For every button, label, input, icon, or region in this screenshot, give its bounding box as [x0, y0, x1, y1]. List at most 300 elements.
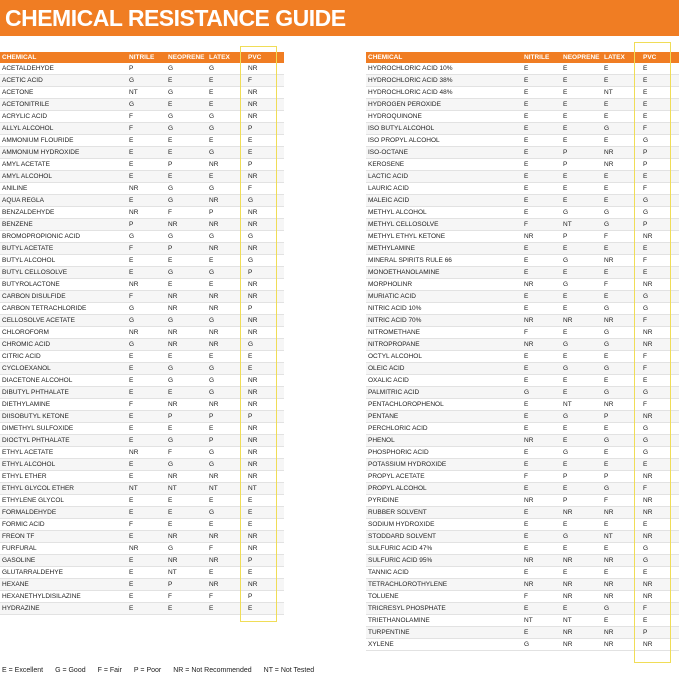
pvc-rating: E: [246, 351, 284, 363]
chemical-name: PROPYL ACETATE: [366, 471, 522, 483]
pvc-rating: NR: [246, 531, 284, 543]
table-row: [366, 303, 679, 315]
chemical-name: CARBON DISULFIDE: [0, 291, 127, 303]
nitrile-rating: G: [127, 231, 166, 243]
table-row: [366, 363, 679, 375]
latex-rating: E: [602, 75, 641, 87]
latex-rating: G: [602, 363, 641, 375]
latex-rating: NR: [602, 255, 641, 267]
pvc-rating: NR: [246, 291, 284, 303]
chemical-name: AMMONIUM FLOURIDE: [0, 135, 127, 147]
table-row: [366, 87, 679, 99]
nitrile-rating: F: [522, 219, 561, 231]
latex-rating: E: [207, 171, 246, 183]
nitrile-rating: G: [127, 99, 166, 111]
title-bar: [0, 0, 679, 36]
pvc-rating: E: [641, 267, 679, 279]
neoprene-rating: G: [166, 375, 207, 387]
latex-rating: G: [207, 123, 246, 135]
latex-rating: F: [602, 231, 641, 243]
neoprene-rating: E: [166, 603, 207, 615]
chemical-name: METHYL ALCOHOL: [366, 207, 522, 219]
neoprene-rating: E: [561, 87, 602, 99]
latex-rating: F: [207, 543, 246, 555]
latex-rating: NR: [207, 291, 246, 303]
pvc-rating: NR: [641, 495, 679, 507]
neoprene-rating: NR: [561, 579, 602, 591]
neoprene-rating: NT: [166, 483, 207, 495]
neoprene-rating: E: [561, 543, 602, 555]
rating-legend: [2, 667, 326, 674]
latex-rating: E: [207, 87, 246, 99]
nitrile-rating: G: [522, 387, 561, 399]
pvc-rating: G: [641, 423, 679, 435]
neoprene-rating: E: [561, 75, 602, 87]
right-table-body: [366, 63, 679, 651]
chemical-name: ETHYLENE GLYCOL: [0, 495, 127, 507]
latex-rating: G: [207, 363, 246, 375]
latex-rating: E: [602, 267, 641, 279]
nitrile-rating: E: [127, 591, 166, 603]
chemical-name: MALEIC ACID: [366, 195, 522, 207]
latex-rating: NR: [207, 327, 246, 339]
latex-rating: G: [207, 447, 246, 459]
chemical-name: FURFURAL: [0, 543, 127, 555]
chemical-name: HYDRAZINE: [0, 603, 127, 615]
pvc-rating: NR: [641, 591, 679, 603]
latex-rating: E: [602, 567, 641, 579]
pvc-column-highlight-right: [634, 42, 671, 663]
latex-rating: NR: [207, 399, 246, 411]
col-header-nitrile: NITRILE: [522, 52, 561, 63]
neoprene-rating: NR: [166, 531, 207, 543]
neoprene-rating: NR: [561, 507, 602, 519]
latex-rating: G: [207, 387, 246, 399]
nitrile-rating: E: [522, 507, 561, 519]
chemical-name: XYLENE: [366, 639, 522, 651]
chemical-name: PERCHLORIC ACID: [366, 423, 522, 435]
neoprene-rating: P: [166, 579, 207, 591]
pvc-rating: NR: [641, 531, 679, 543]
pvc-rating: P: [641, 147, 679, 159]
neoprene-rating: P: [166, 159, 207, 171]
chemical-name: OXALIC ACID: [366, 375, 522, 387]
nitrile-rating: E: [127, 423, 166, 435]
chemical-name: TETRACHLOROTHYLENE: [366, 579, 522, 591]
pvc-rating: G: [641, 435, 679, 447]
pvc-column-highlight-left: [240, 46, 277, 622]
latex-rating: E: [207, 519, 246, 531]
nitrile-rating: E: [127, 387, 166, 399]
nitrile-rating: E: [522, 363, 561, 375]
pvc-rating: F: [641, 399, 679, 411]
latex-rating: G: [207, 147, 246, 159]
nitrile-rating: E: [522, 63, 561, 75]
table-row: [366, 63, 679, 75]
neoprene-rating: F: [166, 591, 207, 603]
table-row: [366, 411, 679, 423]
neoprene-rating: NT: [561, 615, 602, 627]
latex-rating: NR: [602, 591, 641, 603]
table-row: [366, 315, 679, 327]
nitrile-rating: NT: [127, 87, 166, 99]
chemical-name: LAURIC ACID: [366, 183, 522, 195]
pvc-rating: F: [641, 483, 679, 495]
latex-rating: G: [207, 63, 246, 75]
latex-rating: P: [207, 207, 246, 219]
latex-rating: NR: [602, 639, 641, 651]
pvc-rating: G: [246, 339, 284, 351]
table-row: [366, 267, 679, 279]
latex-rating: E: [207, 99, 246, 111]
pvc-rating: NR: [246, 543, 284, 555]
latex-rating: E: [602, 447, 641, 459]
chemical-name: ISO-OCTANE: [366, 147, 522, 159]
latex-rating: E: [602, 459, 641, 471]
chemical-name: ACETONITRILE: [0, 99, 127, 111]
neoprene-rating: E: [561, 423, 602, 435]
pvc-rating: E: [641, 75, 679, 87]
latex-rating: G: [207, 459, 246, 471]
neoprene-rating: E: [561, 603, 602, 615]
pvc-rating: G: [641, 387, 679, 399]
neoprene-rating: NR: [166, 303, 207, 315]
chemical-name: ISO PROPYL ALCOHOL: [366, 135, 522, 147]
chemical-name: ACETALDEHYDE: [0, 63, 127, 75]
neoprene-rating: E: [561, 111, 602, 123]
chemical-name: PYRIDINE: [366, 495, 522, 507]
chemical-name: PHOSPHORIC ACID: [366, 447, 522, 459]
chemical-name: ISO BUTYL ALCOHOL: [366, 123, 522, 135]
neoprene-rating: E: [561, 291, 602, 303]
table-row: [366, 423, 679, 435]
pvc-rating: F: [246, 183, 284, 195]
neoprene-rating: E: [561, 303, 602, 315]
table-row: [366, 579, 679, 591]
chemical-name: BUTYL CELLOSOLVE: [0, 267, 127, 279]
nitrile-rating: NR: [522, 231, 561, 243]
nitrile-rating: NT: [127, 483, 166, 495]
nitrile-rating: P: [127, 63, 166, 75]
table-row: [366, 99, 679, 111]
pvc-rating: E: [641, 519, 679, 531]
nitrile-rating: F: [127, 123, 166, 135]
nitrile-rating: E: [522, 411, 561, 423]
pvc-rating: E: [246, 519, 284, 531]
latex-rating: G: [207, 315, 246, 327]
table-row: [366, 507, 679, 519]
pvc-rating: NR: [246, 375, 284, 387]
latex-rating: G: [207, 231, 246, 243]
neoprene-rating: NT: [166, 567, 207, 579]
latex-rating: E: [602, 615, 641, 627]
pvc-rating: NR: [246, 459, 284, 471]
latex-rating: E: [602, 519, 641, 531]
pvc-rating: G: [641, 207, 679, 219]
nitrile-rating: NR: [522, 579, 561, 591]
latex-rating: NT: [207, 483, 246, 495]
nitrile-rating: NR: [522, 555, 561, 567]
pvc-rating: G: [641, 195, 679, 207]
latex-rating: P: [602, 471, 641, 483]
table-row: [366, 447, 679, 459]
latex-rating: E: [207, 255, 246, 267]
latex-rating: E: [207, 603, 246, 615]
latex-rating: NR: [602, 507, 641, 519]
nitrile-rating: E: [522, 351, 561, 363]
neoprene-rating: NR: [166, 399, 207, 411]
pvc-rating: P: [246, 411, 284, 423]
latex-rating: G: [602, 483, 641, 495]
pvc-rating: E: [641, 459, 679, 471]
pvc-rating: F: [246, 75, 284, 87]
table-row: [366, 243, 679, 255]
neoprene-rating: G: [166, 267, 207, 279]
latex-rating: NR: [207, 303, 246, 315]
table-row: [366, 159, 679, 171]
latex-rating: NR: [602, 159, 641, 171]
latex-rating: NR: [602, 579, 641, 591]
pvc-rating: F: [641, 363, 679, 375]
neoprene-rating: E: [166, 255, 207, 267]
neoprene-rating: E: [166, 423, 207, 435]
nitrile-rating: NR: [127, 447, 166, 459]
nitrile-rating: E: [127, 471, 166, 483]
neoprene-rating: NR: [561, 315, 602, 327]
nitrile-rating: P: [127, 219, 166, 231]
chemical-name: HYDROCHLORIC ACID 10%: [366, 63, 522, 75]
neoprene-rating: E: [561, 435, 602, 447]
table-row: [366, 279, 679, 291]
neoprene-rating: E: [561, 567, 602, 579]
nitrile-rating: E: [127, 603, 166, 615]
latex-rating: NR: [207, 159, 246, 171]
latex-rating: G: [602, 339, 641, 351]
chemical-name: HEXANETHYLDISILAZINE: [0, 591, 127, 603]
nitrile-rating: E: [522, 195, 561, 207]
page-title: CHEMICAL RESISTANCE GUIDE: [5, 5, 346, 31]
table-row: [366, 543, 679, 555]
col-header-neoprene: NEOPRENE: [561, 52, 602, 63]
col-header-latex: LATEX: [207, 52, 246, 63]
nitrile-rating: E: [522, 483, 561, 495]
nitrile-rating: E: [127, 459, 166, 471]
latex-rating: NR: [207, 219, 246, 231]
chemical-name: PROPYL ALCOHOL: [366, 483, 522, 495]
pvc-rating: NR: [641, 339, 679, 351]
nitrile-rating: E: [522, 423, 561, 435]
neoprene-rating: G: [561, 447, 602, 459]
latex-rating: E: [207, 135, 246, 147]
table-row: [366, 531, 679, 543]
pvc-rating: NR: [641, 639, 679, 651]
pvc-rating: E: [246, 363, 284, 375]
chemical-name: POTASSIUM HYDROXIDE: [366, 459, 522, 471]
nitrile-rating: E: [127, 375, 166, 387]
neoprene-rating: E: [561, 459, 602, 471]
chemical-name: DIBUTYL PHTHALATE: [0, 387, 127, 399]
chemical-name: ACETIC ACID: [0, 75, 127, 87]
nitrile-rating: NR: [522, 495, 561, 507]
pvc-rating: NR: [641, 411, 679, 423]
chemical-name: NITROMETHANE: [366, 327, 522, 339]
chemical-name: PENTANE: [366, 411, 522, 423]
pvc-rating: E: [641, 111, 679, 123]
latex-rating: E: [602, 183, 641, 195]
neoprene-rating: NR: [561, 555, 602, 567]
pvc-rating: E: [246, 147, 284, 159]
pvc-rating: NR: [641, 471, 679, 483]
latex-rating: F: [207, 591, 246, 603]
neoprene-rating: G: [561, 339, 602, 351]
chemical-name: HYDROGEN PEROXIDE: [366, 99, 522, 111]
pvc-rating: G: [641, 303, 679, 315]
nitrile-rating: E: [522, 123, 561, 135]
neoprene-rating: NR: [561, 639, 602, 651]
neoprene-rating: G: [166, 183, 207, 195]
pvc-rating: E: [641, 243, 679, 255]
latex-rating: G: [207, 183, 246, 195]
neoprene-rating: F: [166, 207, 207, 219]
pvc-rating: G: [641, 291, 679, 303]
neoprene-rating: G: [166, 543, 207, 555]
pvc-rating: G: [641, 543, 679, 555]
table-row: [366, 327, 679, 339]
pvc-rating: NR: [246, 243, 284, 255]
nitrile-rating: F: [127, 291, 166, 303]
nitrile-rating: F: [522, 327, 561, 339]
neoprene-rating: E: [166, 351, 207, 363]
latex-rating: E: [602, 135, 641, 147]
pvc-rating: P: [246, 267, 284, 279]
latex-rating: NR: [602, 627, 641, 639]
table-row: [366, 471, 679, 483]
chemical-name: SULFURIC ACID 95%: [366, 555, 522, 567]
nitrile-rating: E: [127, 567, 166, 579]
pvc-rating: NR: [246, 63, 284, 75]
latex-rating: NT: [602, 531, 641, 543]
chemical-name: TANNIC ACID: [366, 567, 522, 579]
nitrile-rating: G: [127, 75, 166, 87]
latex-rating: NR: [207, 339, 246, 351]
table-row: [366, 219, 679, 231]
table-row: [366, 399, 679, 411]
pvc-rating: G: [641, 447, 679, 459]
chemical-name: NITROPROPANE: [366, 339, 522, 351]
pvc-rating: F: [641, 351, 679, 363]
col-header-chemical: CHEMICAL: [0, 52, 127, 63]
nitrile-rating: G: [127, 315, 166, 327]
chemical-name: KEROSENE: [366, 159, 522, 171]
chemical-name: CHLOROFORM: [0, 327, 127, 339]
latex-rating: G: [602, 327, 641, 339]
pvc-rating: P: [246, 303, 284, 315]
table-row: [366, 123, 679, 135]
chemical-name: PENTACHLOROPHENOL: [366, 399, 522, 411]
chemical-name: GASOLINE: [0, 555, 127, 567]
neoprene-rating: G: [166, 123, 207, 135]
nitrile-rating: E: [522, 147, 561, 159]
neoprene-rating: G: [561, 531, 602, 543]
neoprene-rating: E: [561, 243, 602, 255]
latex-rating: E: [207, 567, 246, 579]
pvc-rating: NR: [246, 87, 284, 99]
pvc-rating: E: [246, 135, 284, 147]
latex-rating: E: [207, 495, 246, 507]
table-row: [366, 435, 679, 447]
latex-rating: NR: [207, 243, 246, 255]
neoprene-rating: E: [561, 171, 602, 183]
neoprene-rating: NR: [166, 219, 207, 231]
pvc-rating: G: [246, 195, 284, 207]
pvc-rating: NR: [246, 171, 284, 183]
table-header-row: [366, 52, 679, 63]
latex-rating: NR: [602, 555, 641, 567]
latex-rating: G: [602, 387, 641, 399]
pvc-rating: P: [246, 123, 284, 135]
col-header-chemical: CHEMICAL: [366, 52, 522, 63]
nitrile-rating: F: [127, 243, 166, 255]
table-row: [366, 375, 679, 387]
neoprene-rating: G: [561, 279, 602, 291]
latex-rating: NR: [207, 195, 246, 207]
nitrile-rating: E: [522, 603, 561, 615]
latex-rating: E: [602, 99, 641, 111]
latex-rating: NR: [207, 471, 246, 483]
pvc-rating: P: [246, 591, 284, 603]
pvc-rating: E: [246, 507, 284, 519]
nitrile-rating: NR: [522, 315, 561, 327]
nitrile-rating: E: [127, 267, 166, 279]
nitrile-rating: E: [522, 519, 561, 531]
chemical-name: HEXANE: [0, 579, 127, 591]
latex-rating: E: [602, 423, 641, 435]
latex-rating: G: [602, 603, 641, 615]
latex-rating: G: [207, 111, 246, 123]
neoprene-rating: P: [561, 471, 602, 483]
neoprene-rating: G: [166, 63, 207, 75]
pvc-rating: NR: [246, 423, 284, 435]
pvc-rating: E: [641, 567, 679, 579]
pvc-rating: NR: [246, 207, 284, 219]
neoprene-rating: G: [166, 459, 207, 471]
nitrile-rating: NR: [522, 339, 561, 351]
chemical-name: ACETONE: [0, 87, 127, 99]
nitrile-rating: E: [127, 255, 166, 267]
nitrile-rating: E: [127, 351, 166, 363]
neoprene-rating: E: [166, 519, 207, 531]
chemical-name: OCTYL ALCOHOL: [366, 351, 522, 363]
latex-rating: E: [602, 543, 641, 555]
chemical-name: MORPHOLINR: [366, 279, 522, 291]
nitrile-rating: E: [522, 375, 561, 387]
pvc-rating: NR: [641, 327, 679, 339]
table-row: [366, 591, 679, 603]
nitrile-rating: E: [127, 507, 166, 519]
nitrile-rating: F: [522, 471, 561, 483]
latex-rating: NR: [602, 147, 641, 159]
nitrile-rating: E: [127, 531, 166, 543]
legend-item: P = Poor: [133, 667, 162, 674]
neoprene-rating: E: [561, 267, 602, 279]
chemical-name: CITRIC ACID: [0, 351, 127, 363]
neoprene-rating: P: [561, 147, 602, 159]
nitrile-rating: E: [522, 87, 561, 99]
nitrile-rating: E: [127, 171, 166, 183]
nitrile-rating: E: [127, 435, 166, 447]
pvc-rating: NR: [246, 579, 284, 591]
chemical-name: ETHYL GLYCOL ETHER: [0, 483, 127, 495]
